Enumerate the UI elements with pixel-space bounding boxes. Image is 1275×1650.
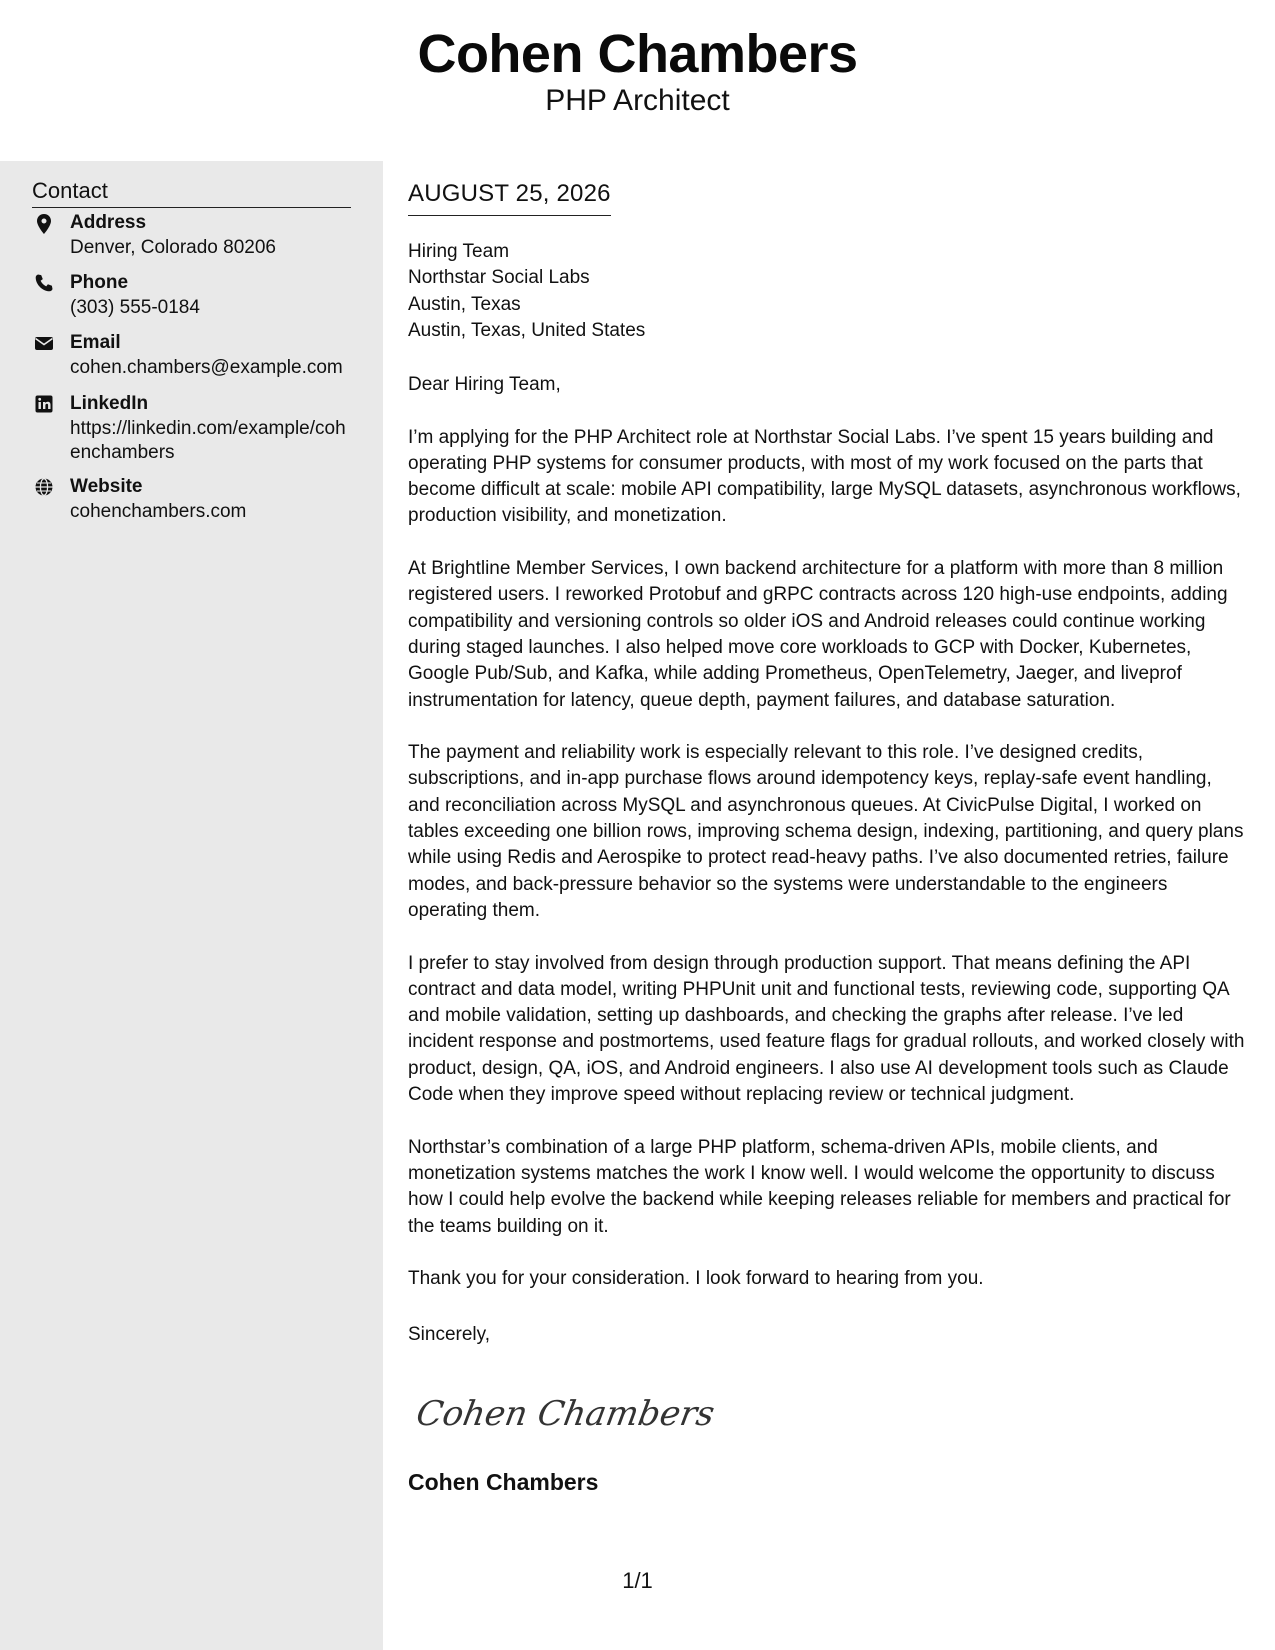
signature-text: Cohen Chambers [413,1394,718,1434]
contact-value: cohen.chambers@example.com [70,357,343,378]
contact-label: Phone [70,272,129,293]
closing: Sincerely, [408,1324,491,1345]
paragraph: I’m applying for the PHP Architect role at Northstar Social Labs. I’ve spent 15 years building and operating PHP systems for consumer products, with most of my work focused on the parts that become difficult at scale: mobile API compatibility, large MySQL datasets, asynchronous workflows, production visibility, and monetization. [408,426,1241,527]
paragraph: At Brightline Member Services, I own backend architecture for a platform with more than 8 million registered users. I reworked Protobuf and gRPC contracts across 120 high-use endpoints, adding compatibility and versioning controls so older iOS and Android releases could continue working during staged launches. I also helped move core workloads to GCP with Docker, Kubernetes, Google Pub/Sub, and Kafka, while adding Prometheus, OpenTelemetry, Jaeger, and liveprof instrumentation for latency, queue depth, payment failures, and database saturation. [408,558,1228,711]
contact-value: cohenchambers.com [70,501,247,522]
recipient-line: Austin, Texas, United States [408,319,646,341]
paragraph: The payment and reliability work is especially relevant to this role. I’ve designed credits, subscriptions, and in-app purchase flows around idempotency keys, replay-safe event handling, and reconciliation across MySQL and asynchronous queues. At CivicPulse Digital, I worked on tables exceeding one billion rows, improving schema design, indexing, partitioning, and query plans while using Redis and Aerospike to protect read-heavy paths. I’ve also documented retries, failure modes, and back-pressure behavior so the systems were understandable to the engineers operating them. [408,742,1244,921]
recipient-line: Austin, Texas [408,293,521,315]
contact-label: Address [70,212,147,233]
contact-value: (303) 555-0184 [70,297,200,318]
page-number-text: 1/1 [622,1568,653,1593]
linkedin-icon [34,394,56,416]
applicant-title: PHP Architect [545,84,730,117]
contact-label: LinkedIn [70,393,149,414]
applicant-name: Cohen Chambers [417,24,858,84]
signer-name: Cohen Chambers [408,1469,599,1495]
recipient-line: Northstar Social Labs [408,267,590,289]
paragraph: Thank you for your consideration. I look forward to hearing from you. [408,1268,984,1290]
contact-sidebar [0,161,383,1650]
document-header [0,0,1275,161]
envelope-icon [34,333,56,355]
recipient-block [408,239,645,344]
contact-label: Website [70,476,143,497]
page-number [0,1567,1275,1595]
map-pin-icon [34,213,56,235]
letter-date: AUGUST 25, 2026 [408,179,611,216]
recipient-line: Hiring Team [408,241,510,262]
contact-label: Email [70,332,121,353]
contact-heading: Contact [32,177,351,208]
globe-icon [34,477,56,499]
salutation: Dear Hiring Team, [408,374,561,395]
handwritten-signature [413,1385,718,1443]
paragraph: Northstar’s combination of a large PHP platform, schema-driven APIs, mobile clients, and monetization systems matches the work I know well. I would welcome the opportunity to discuss how I could help evolve the backend while keeping releases reliable for members and practical for the teams building on it. [408,1136,1231,1237]
phone-icon [34,273,56,295]
contact-value: https://linkedin.com/example/cohenchambers [70,418,346,463]
paragraph: I prefer to stay involved from design through production support. That means defining the API contract and data model, writing PHPUnit unit and functional tests, reviewing code, supporting QA and mobile validation, setting up dashboards, and checking the graphs after release. I’ve led incident response and postmortems, used feature flags for gradual rollouts, and worked closely with product, design, QA, iOS, and Android engineers. I also use AI development tools such as Claude Code when they improve speed without replacing review or technical judgment. [408,952,1245,1106]
contact-value: Denver, Colorado 80206 [70,237,276,258]
letter-text [408,372,1248,1319]
